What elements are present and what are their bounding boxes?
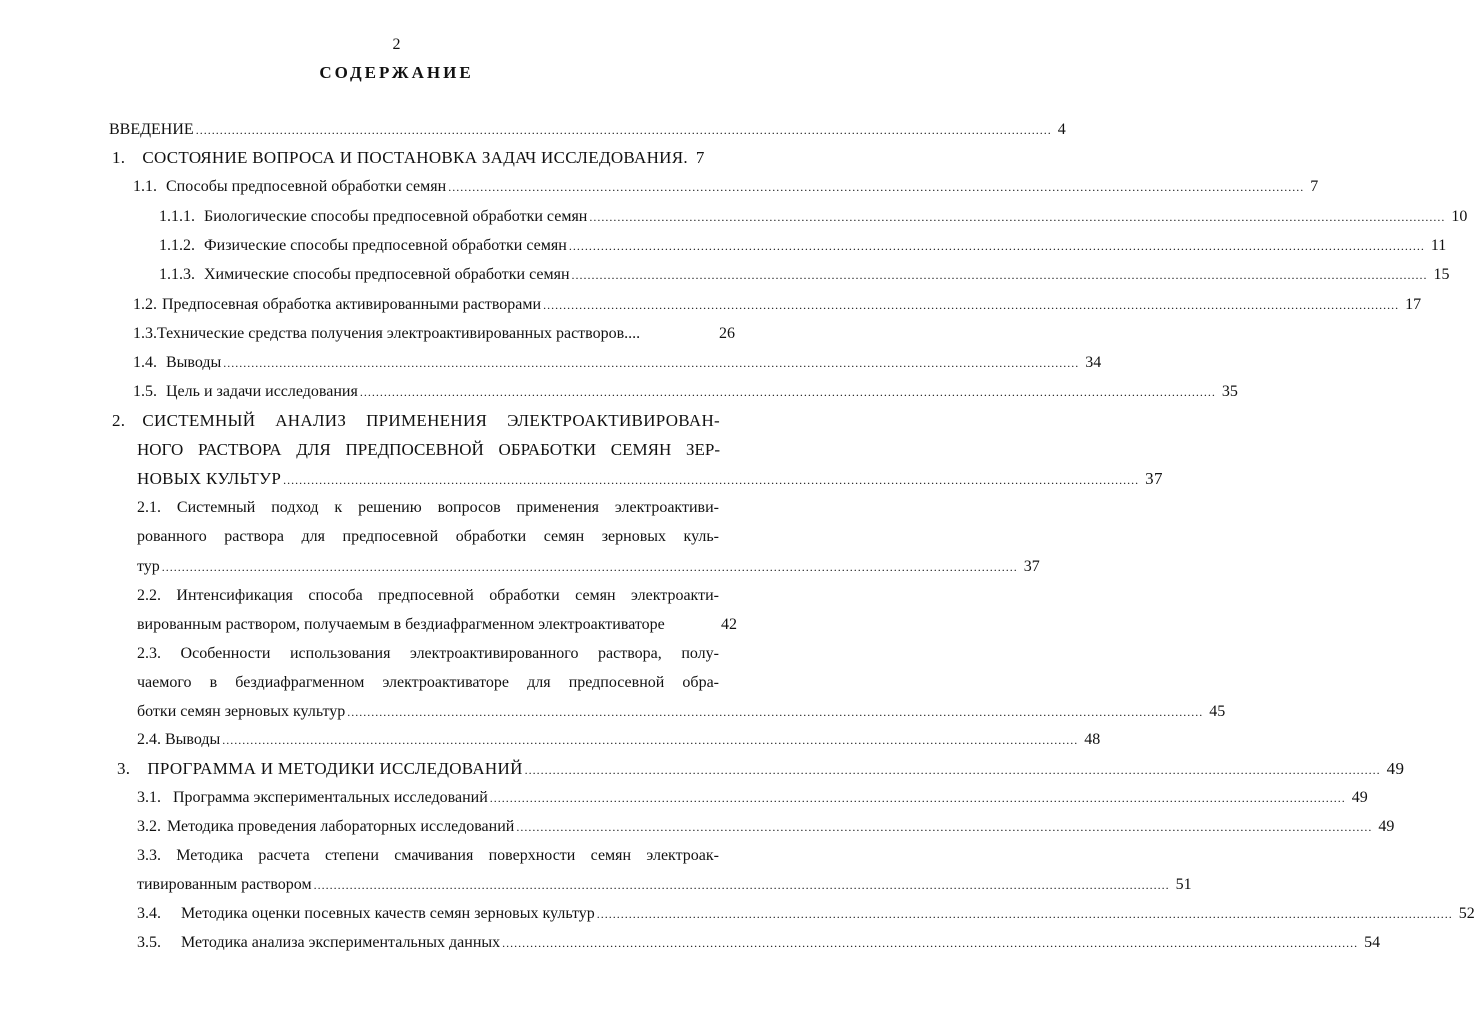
toc-entry-3-1[interactable] [137,786,1368,810]
toc-entry-2-3-line1[interactable]: 2.3. Особенности использования электроактивированного раствора, полу- [137,645,719,662]
toc-entry-number: 1.3. [133,325,157,342]
toc-entry-page: 37 [1023,558,1040,575]
toc-entry-text: ВВЕДЕНИЕ [109,121,194,138]
toc-entry-1[interactable] [112,146,725,170]
toc-entry-number: 1.1.2. [159,237,195,254]
toc-entry-page: 15 [1433,266,1450,283]
toc-entry-2-1-line1[interactable]: 2.1. Системный подход к решению вопросов применения электроактиви- [137,499,719,516]
leader-dots: ...................................................................................................................................................................................................................... [223,356,1080,370]
toc-entry-2-3-line3 [137,700,1226,724]
toc-entry-2-1-line3 [137,555,1040,579]
leader-dots: ...................................................................................................................................................................................................................... [568,239,1425,253]
leader-dots: ...................................................................................................................................................................................................................... [222,733,1079,747]
toc-entry-1-4[interactable] [133,351,1102,375]
toc-entry-text: тивированным раствором [137,876,312,893]
leader-dots: ...................................................................................................................................................................................................................... [524,763,1381,777]
toc-entry-number: 1.4. [133,354,157,371]
toc-entry-3-2[interactable] [137,815,1395,839]
toc-entry-1-1-1[interactable] [159,205,1468,229]
leader-dots: ...................................................................................................................................................................................................................... [347,705,1204,719]
toc-entry-number: 3.2. [137,818,161,835]
toc-entry-2-line3[interactable] [137,467,1163,491]
page-number: 2 [392,36,401,53]
toc-entry-page: 45 [1209,703,1226,720]
leader-dots: ...................................................................................................................................................................................................................... [283,473,1140,487]
toc-entry-text: Химические способы предпосевной обработки семян [204,266,570,283]
toc-entry-page: 10 [1451,208,1468,225]
toc-entry-2-line1[interactable] [112,409,720,433]
toc-entry-2-2-line2 [137,613,737,637]
leader-dots: ...................................................................................................................................................................................................................... [596,907,1453,921]
toc-entry-1-1-2[interactable] [159,234,1447,258]
toc-entry-page: 42 [721,616,737,633]
toc-entry-text: Биологические способы предпосевной обработки семян [204,208,588,225]
toc-entry-page: 26 [719,325,735,342]
toc-entry-page: 49 [1351,789,1368,806]
toc-entry-page: 49 [1378,818,1395,835]
leader-dots: ...................................................................................................................................................................................................................... [589,210,1446,224]
toc-entry-2-4[interactable] [137,728,1101,752]
toc-entry-page: 48 [1084,731,1101,748]
toc-entry-3[interactable] [117,757,1405,781]
leader-dots: ...................................................................................................................................................................................................................... [516,820,1373,834]
toc-entry-page: 17 [1405,296,1422,313]
toc-entry-page: 4 [1057,121,1066,138]
toc-entry-text: Методика оценки посевных качеств семян зерновых культур [181,905,595,922]
toc-entry-3-5[interactable] [137,931,1381,955]
leader-dots: ...................................................................................................................................................................................................................... [571,268,1428,282]
toc-entry-text: Предпосевная обработка активированными растворами [162,296,542,313]
toc-entry-text: НОВЫХ КУЛЬТУР [137,469,282,488]
toc-entry-page: 7 [1310,178,1319,195]
toc-entry-number: 1. [112,148,126,167]
toc-entry-number: 3.4. [137,905,161,922]
leader-dots: ...................................................................................................................................................................................................................... [502,936,1359,950]
toc-title: СОДЕРЖАНИЕ [319,63,474,82]
toc-entry-text: СИСТЕМНЫЙ АНАЛИЗ ПРИМЕНЕНИЯ ЭЛЕКТРОАКТИВИРОВАН- [142,411,720,430]
toc-entry-1-2[interactable] [133,293,1422,317]
toc-entry-number: 1.5. [133,383,157,400]
toc-entry-number: 2. [112,411,126,430]
toc-entry-text: вированным раствором, получаемым в бездиафрагменном электроактиваторе [137,616,665,633]
toc-entry-text: 2.4. Выводы [137,731,221,748]
toc-entry-page: 49 [1386,759,1405,778]
toc-entry-number: 1.1.1. [159,208,195,225]
toc-entry-2-1-line2: рованного раствора для предпосевной обработки семян зерновых куль- [137,528,719,545]
toc-entry-text: Методика проведения лабораторных исследований [167,818,515,835]
toc-entry-page: 52 [1458,905,1475,922]
toc-entry-2-3-line2: чаемого в бездиафрагменном электроактиваторе для предпосевной обра- [137,674,719,691]
toc-entry-text: СОСТОЯНИЕ ВОПРОСА И ПОСТАНОВКА ЗАДАЧ ИССЛЕДОВАНИЯ. [142,148,688,167]
toc-entry-text: Технические средства получения электроактивированных растворов.... [157,325,641,342]
toc-entry-1-1-3[interactable] [159,263,1450,287]
toc-entry-page: 7 [695,148,705,167]
leader-dots: ...................................................................................................................................................................................................................... [448,180,1305,194]
toc-entry-text: Методика анализа экспериментальных данных [181,934,501,951]
toc-entry-page: 35 [1221,383,1238,400]
toc-entry-1-1[interactable] [133,175,1319,199]
toc-entry-text: Программа экспериментальных исследований [173,789,488,806]
leader-dots: ...................................................................................................................................................................................................................... [359,385,1216,399]
toc-entry-number: 1.1. [133,178,157,195]
toc-entry-intro[interactable] [109,118,1066,142]
toc-entry-number: 3. [117,759,131,778]
toc-entry-page: 51 [1175,876,1192,893]
toc-entry-page: 11 [1430,237,1447,254]
toc-entry-text: тур [137,558,160,575]
toc-entry-page: 34 [1085,354,1102,371]
toc-entry-number: 1.1.3. [159,266,195,283]
toc-entry-2-line2: НОГО РАСТВОРА ДЛЯ ПРЕДПОСЕВНОЙ ОБРАБОТКИ СЕМЯН ЗЕР- [137,440,720,459]
toc-entry-3-3-line2 [137,873,1192,897]
leader-dots: ...................................................................................................................................................................................................................... [489,791,1346,805]
toc-entry-1-5[interactable] [133,380,1238,404]
leader-dots: ...................................................................................................................................................................................................................... [543,298,1400,312]
toc-entry-number: 1.2. [133,296,157,313]
toc-entry-3-4[interactable] [137,902,1475,926]
toc-entry-1-3[interactable] [133,322,735,346]
toc-entry-text: ПРОГРАММА И МЕТОДИКИ ИССЛЕДОВАНИЙ [147,759,523,778]
toc-entry-3-3-line1[interactable]: 3.3. Методика расчета степени смачивания поверхности семян электроак- [137,847,719,864]
leader-dots: ...................................................................................................................................................................................................................... [313,878,1170,892]
toc-entry-page: 54 [1364,934,1381,951]
toc-entry-text: Выводы [166,354,222,371]
toc-entry-2-2-line1[interactable]: 2.2. Интенсификация способа предпосевной обработки семян электроакти- [137,587,719,604]
toc-entry-text: Цель и задачи исследования [166,383,358,400]
leader-dots: ...................................................................................................................................................................................................................... [161,560,1018,574]
leader-dots: ...................................................................................................................................................................................................................... [195,123,1052,137]
toc-entry-text: Способы предпосевной обработки семян [166,178,447,195]
toc-entry-page: 37 [1145,469,1163,488]
toc-entry-text: Физические способы предпосевной обработки семян [204,237,567,254]
toc-entry-number: 3.1. [137,789,161,806]
toc-entry-text: ботки семян зерновых культур [137,703,346,720]
toc-entry-number: 3.5. [137,934,161,951]
